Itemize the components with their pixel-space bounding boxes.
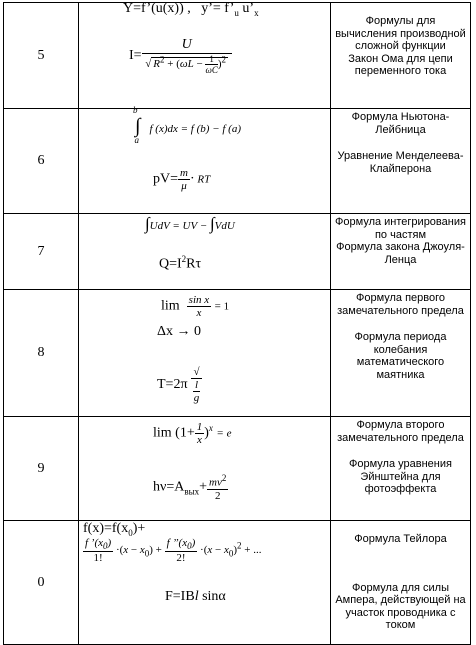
row-number: 6: [4, 109, 79, 214]
description-primary: Формула интегрирования по частям: [335, 216, 466, 241]
row-number: 0: [4, 521, 79, 645]
formula-pendulum-period: T=2π √ l g: [157, 366, 202, 404]
table-row: [4, 109, 471, 214]
formula-cell: [79, 417, 331, 521]
formula-joule-lenz: $Q=I^2R\tau$: [159, 254, 202, 272]
row-number: 5: [4, 3, 79, 109]
table-row: [4, 290, 471, 417]
description-primary: Формула первого замечательного предела: [337, 292, 464, 317]
description-secondary: Уравнение Менделеева-Клайперона: [337, 150, 464, 175]
formula-integration-by-parts: ∫UdV = UV − ∫VdU: [145, 214, 235, 233]
formula-cell: [79, 214, 331, 290]
table-row: [4, 521, 471, 645]
description-cell: [331, 214, 471, 290]
formula-first-limit: lim $\frac{\text{sin x}}{x}$ = 1: [161, 294, 230, 319]
formula-newton-leibniz: $\int_a^bf$ (x)dx = f (b) − f (a): [132, 105, 241, 146]
formula-einstein-photoeffect: $h\nu=A_{вых}+$ $\frac{mv^2}{2}$: [153, 473, 227, 502]
formula-taylor-head: $f(x)=f(x_0)+$: [83, 521, 146, 538]
formula-taylor-series: $\frac{f ’(x_0)}{1!}$ $\cdot(x - x_0)$ + $\frac{f ’’(x_0)}{2!}$ $\cdot(x - x_0)^2$ + ...: [85, 537, 262, 565]
formula-ohm-ac: I= U √ $R^2 + (\omega L$ − $\frac{1}{\omega C}$ )$^2$: [129, 37, 232, 75]
formula-cell: [79, 3, 331, 109]
description-secondary: Закон Ома для цепи переменного тока: [348, 52, 453, 77]
description-cell: [331, 109, 471, 214]
row-number: 8: [4, 290, 79, 417]
description-primary: Формула второго замечательного предела: [337, 419, 464, 444]
description-secondary: Формула уравнения Эйнштейна для фотоэффекта: [349, 458, 452, 495]
table-row: [4, 3, 471, 109]
formula-derivative-composite: Y=f’(u(x)) , y’= $f’_u$ $u’_x$: [123, 1, 259, 18]
row-number: 9: [4, 417, 79, 521]
formula-cell: [79, 290, 331, 417]
formula-second-limit: lim (1+ $\frac{1}{x}$ )$^x$ = e: [153, 421, 232, 446]
table-row: [4, 214, 471, 290]
formula-limit-condition: Δx → 0: [157, 324, 202, 339]
description-cell: [331, 521, 471, 645]
description-primary: Формулы для вычисления производной сложной функции: [335, 15, 466, 52]
description-secondary: Формула для силы Ампера, действующей на участок проводника с током: [335, 581, 466, 631]
description-cell: [331, 417, 471, 521]
formula-cell: [79, 521, 331, 645]
formula-mendeleev-clapeyron: pV= $\frac{m}{\mu}$ · RT: [153, 167, 211, 192]
formula-cell: [79, 105, 331, 214]
formula-ampere-force: F=IBl sinα: [165, 589, 226, 604]
description-cell: [331, 3, 471, 109]
description-primary: Формула Тейлора: [354, 533, 447, 545]
table-row: [4, 417, 471, 521]
description-cell: [331, 290, 471, 417]
description-secondary: Формула закона Джоуля-Ленца: [336, 241, 465, 266]
row-number: 7: [4, 214, 79, 290]
description-primary: Формула Ньютона-Лейбница: [351, 111, 450, 136]
formula-table: [3, 2, 471, 645]
description-secondary: Формула периода колебания математического маятника: [354, 331, 447, 381]
